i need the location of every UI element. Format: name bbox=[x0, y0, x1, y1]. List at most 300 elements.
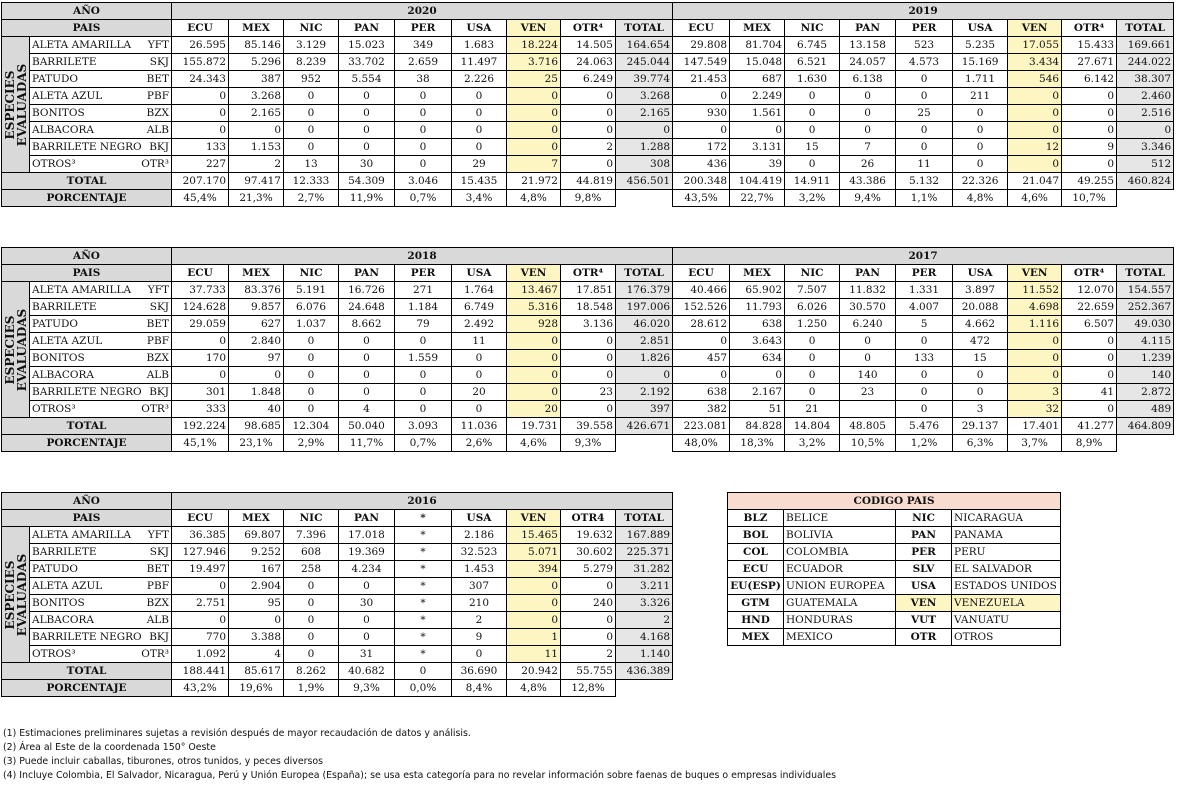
species-name: ALETA AMARILLA bbox=[32, 284, 132, 296]
data-cell: 0 bbox=[1062, 367, 1117, 384]
data-cell: 11.832 bbox=[840, 282, 896, 299]
species-code: BET bbox=[146, 73, 169, 85]
species-code: OTR³ bbox=[141, 648, 169, 660]
data-cell: 17.055 bbox=[1008, 37, 1062, 54]
legend-code: BOL bbox=[728, 527, 784, 544]
pct-cell: 0,7% bbox=[395, 435, 452, 452]
data-cell: 1.153 bbox=[229, 139, 284, 156]
pct-cell: 8,9% bbox=[1062, 435, 1117, 452]
species-code: BZX bbox=[146, 597, 169, 609]
data-cell: 3 bbox=[953, 401, 1008, 418]
data-cell: 29.059 bbox=[172, 316, 229, 333]
species-code: SKJ bbox=[149, 546, 169, 558]
data-cell: 83.376 bbox=[229, 282, 284, 299]
data-cell: 38.307 bbox=[1117, 71, 1174, 88]
data-cell: 30 bbox=[339, 595, 395, 612]
pais-label: PAIS bbox=[2, 510, 172, 527]
total-cell: 49.255 bbox=[1062, 173, 1117, 190]
data-cell: 0 bbox=[284, 122, 339, 139]
pct-cell: 4,6% bbox=[507, 435, 561, 452]
species-name: BARRILETE NEGRO bbox=[32, 631, 142, 643]
data-cell: 5.071 bbox=[507, 544, 561, 561]
legend-title: CODIGO PAIS bbox=[728, 493, 1061, 510]
data-cell: * bbox=[395, 578, 452, 595]
data-cell: 0 bbox=[507, 122, 561, 139]
data-cell: 12 bbox=[1008, 139, 1062, 156]
data-cell: 0 bbox=[896, 139, 953, 156]
data-cell: 0 bbox=[1008, 88, 1062, 105]
data-cell: 24.343 bbox=[172, 71, 229, 88]
data-cell: 0 bbox=[840, 88, 896, 105]
species-code: SKJ bbox=[149, 56, 169, 68]
data-cell: 5.191 bbox=[284, 282, 339, 299]
data-cell: 0 bbox=[284, 629, 339, 646]
legend-country: PANAMA bbox=[952, 527, 1061, 544]
data-cell: 0 bbox=[339, 367, 395, 384]
data-cell: 0 bbox=[339, 105, 395, 122]
col-header-y2019: USA bbox=[953, 20, 1008, 37]
data-cell: 4.007 bbox=[896, 299, 953, 316]
data-cell: 21 bbox=[785, 401, 840, 418]
data-cell: 1.239 bbox=[1117, 350, 1174, 367]
porcentaje-label: PORCENTAJE bbox=[2, 435, 172, 452]
col-header-y2016: MEX bbox=[229, 510, 284, 527]
total-label: TOTAL bbox=[2, 173, 172, 190]
data-cell: 6.745 bbox=[785, 37, 840, 54]
species-code: BKJ bbox=[149, 141, 169, 153]
data-cell: 245.044 bbox=[616, 54, 673, 71]
species-name: BARRILETE bbox=[32, 56, 97, 68]
data-cell: 2 bbox=[452, 612, 507, 629]
data-cell: 18.548 bbox=[561, 299, 616, 316]
total-cell: 104.419 bbox=[730, 173, 785, 190]
legend-country: VENEZUELA bbox=[952, 595, 1061, 612]
anio-label: AÑO bbox=[2, 248, 172, 265]
data-cell: 7 bbox=[840, 139, 896, 156]
total-cell: 29.137 bbox=[953, 418, 1008, 435]
species-code: BKJ bbox=[149, 386, 169, 398]
country-code-legend bbox=[727, 492, 1061, 646]
pct-cell: 11,9% bbox=[339, 190, 395, 207]
data-cell: 2.840 bbox=[229, 333, 284, 350]
data-cell: 1.561 bbox=[730, 105, 785, 122]
data-cell: 2.751 bbox=[172, 595, 229, 612]
data-cell: 20 bbox=[452, 384, 507, 401]
total-cell: 19.731 bbox=[507, 418, 561, 435]
data-cell: 49.030 bbox=[1117, 316, 1174, 333]
especies-text: ESPECIES bbox=[2, 70, 17, 139]
especies-evaluadas-label bbox=[2, 282, 30, 418]
data-cell: 23 bbox=[840, 384, 896, 401]
data-cell: 24.063 bbox=[561, 54, 616, 71]
data-cell: * bbox=[395, 544, 452, 561]
data-cell: 170 bbox=[172, 350, 229, 367]
data-cell: 3.211 bbox=[616, 578, 673, 595]
data-cell: 3.268 bbox=[616, 88, 673, 105]
data-cell: 397 bbox=[616, 401, 673, 418]
data-cell: 51 bbox=[730, 401, 785, 418]
legend-country: COLOMBIA bbox=[784, 544, 896, 561]
data-cell: 0 bbox=[561, 333, 616, 350]
pct-cell: 9,3% bbox=[561, 435, 616, 452]
data-cell: 6.521 bbox=[785, 54, 840, 71]
year-y2016: 2016 bbox=[172, 493, 673, 510]
data-cell: 0 bbox=[507, 384, 561, 401]
data-cell: 0 bbox=[1062, 156, 1117, 173]
species-code: ALB bbox=[146, 124, 169, 136]
data-cell: 0 bbox=[953, 105, 1008, 122]
col-header-y2018: NIC bbox=[284, 265, 339, 282]
col-header-y2016: PAN bbox=[339, 510, 395, 527]
species-label bbox=[30, 595, 172, 612]
data-cell: 0 bbox=[395, 88, 452, 105]
data-cell: 21.453 bbox=[673, 71, 730, 88]
pct-cell: 48,0% bbox=[673, 435, 730, 452]
data-cell: 9.857 bbox=[229, 299, 284, 316]
legend-code: MEX bbox=[728, 629, 784, 646]
species-name: ALBACORA bbox=[32, 124, 94, 136]
data-cell: 3.434 bbox=[1008, 54, 1062, 71]
species-code: BKJ bbox=[149, 631, 169, 643]
pct-cell: 3,2% bbox=[785, 190, 840, 207]
data-cell: 0 bbox=[284, 367, 339, 384]
legend-code: USA bbox=[896, 578, 952, 595]
data-cell: 0 bbox=[1008, 156, 1062, 173]
pct-cell: 9,8% bbox=[561, 190, 616, 207]
pct-cell: 9,4% bbox=[840, 190, 896, 207]
pct-cell: 9,3% bbox=[339, 680, 395, 697]
col-header-y2018: VEN bbox=[507, 265, 561, 282]
data-cell: 81.704 bbox=[730, 37, 785, 54]
data-cell: 38 bbox=[395, 71, 452, 88]
pais-label: PAIS bbox=[2, 265, 172, 282]
species-label bbox=[30, 578, 172, 595]
pct-cell: 0,0% bbox=[395, 680, 452, 697]
data-cell: 0 bbox=[785, 88, 840, 105]
species-name: ALBACORA bbox=[32, 614, 94, 626]
total-cell: 43.386 bbox=[840, 173, 896, 190]
data-cell: 512 bbox=[1117, 156, 1174, 173]
total-cell: 200.348 bbox=[673, 173, 730, 190]
col-header-y2019: OTR⁴ bbox=[1062, 20, 1117, 37]
pct-cell: 10,7% bbox=[1062, 190, 1117, 207]
species-code: PBF bbox=[146, 580, 169, 592]
data-cell: 0 bbox=[673, 333, 730, 350]
pct-cell: 45,4% bbox=[172, 190, 229, 207]
pct-cell: 22,7% bbox=[730, 190, 785, 207]
data-cell: 0 bbox=[785, 122, 840, 139]
data-cell: 0 bbox=[1008, 333, 1062, 350]
species-label bbox=[30, 612, 172, 629]
data-cell: 1.711 bbox=[953, 71, 1008, 88]
pct-cell: 8,4% bbox=[452, 680, 507, 697]
data-cell bbox=[840, 401, 896, 418]
data-cell: 6.507 bbox=[1062, 316, 1117, 333]
data-cell: 0 bbox=[616, 122, 673, 139]
species-label bbox=[30, 561, 172, 578]
col-header-y2016: OTR4 bbox=[561, 510, 616, 527]
data-cell: * bbox=[395, 612, 452, 629]
data-cell: 0 bbox=[785, 384, 840, 401]
data-cell: 4.115 bbox=[1117, 333, 1174, 350]
species-code: ALB bbox=[146, 614, 169, 626]
col-header-y2019: PER bbox=[896, 20, 953, 37]
data-cell: 0 bbox=[1062, 88, 1117, 105]
data-cell: 301 bbox=[172, 384, 229, 401]
species-code: SKJ bbox=[149, 301, 169, 313]
pct-cell: 3,4% bbox=[452, 190, 507, 207]
data-cell: 2 bbox=[616, 612, 673, 629]
total-label: TOTAL bbox=[2, 418, 172, 435]
pais-label: PAIS bbox=[2, 20, 172, 37]
species-name: ALBACORA bbox=[32, 369, 94, 381]
col-header-y2019: PAN bbox=[840, 20, 896, 37]
data-cell: 387 bbox=[229, 71, 284, 88]
pct-cell: 0,7% bbox=[395, 190, 452, 207]
pct-cell: 4,8% bbox=[507, 680, 561, 697]
data-cell: 0 bbox=[507, 139, 561, 156]
data-cell: 11.793 bbox=[730, 299, 785, 316]
data-cell: 28.612 bbox=[673, 316, 730, 333]
data-cell: 1.848 bbox=[229, 384, 284, 401]
data-cell: 6.749 bbox=[452, 299, 507, 316]
data-cell: 0 bbox=[339, 629, 395, 646]
data-cell: 0 bbox=[561, 122, 616, 139]
col-header-y2017: PER bbox=[896, 265, 953, 282]
species-name: ALETA AZUL bbox=[32, 580, 103, 592]
data-cell: 2.165 bbox=[616, 105, 673, 122]
data-cell: 1.140 bbox=[616, 646, 673, 663]
col-header-y2016: * bbox=[395, 510, 452, 527]
data-cell: 31 bbox=[339, 646, 395, 663]
data-cell: 0 bbox=[339, 350, 395, 367]
data-cell: 436 bbox=[673, 156, 730, 173]
species-name: PATUDO bbox=[32, 318, 78, 330]
total-cell: 426.671 bbox=[616, 418, 673, 435]
pct-cell: 4,6% bbox=[1008, 190, 1062, 207]
col-header-y2020: NIC bbox=[284, 20, 339, 37]
pct-cell: 6,3% bbox=[953, 435, 1008, 452]
data-cell: 167 bbox=[229, 561, 284, 578]
data-cell: 25 bbox=[507, 71, 561, 88]
data-cell: 2.516 bbox=[1117, 105, 1174, 122]
data-cell: 7.507 bbox=[785, 282, 840, 299]
data-cell: 0 bbox=[840, 105, 896, 122]
anio-label: AÑO bbox=[2, 493, 172, 510]
data-cell: 14.505 bbox=[561, 37, 616, 54]
pct-cell: 43,5% bbox=[673, 190, 730, 207]
data-cell: 0 bbox=[953, 156, 1008, 173]
col-header-y2020: VEN bbox=[507, 20, 561, 37]
data-cell: 32.523 bbox=[452, 544, 507, 561]
data-cell: 3.326 bbox=[616, 595, 673, 612]
species-label bbox=[30, 71, 172, 88]
data-cell: 31.282 bbox=[616, 561, 673, 578]
data-cell: 0 bbox=[339, 333, 395, 350]
data-cell: 17.018 bbox=[339, 527, 395, 544]
data-cell: 15.465 bbox=[507, 527, 561, 544]
data-cell: 0 bbox=[1008, 105, 1062, 122]
data-cell: 30.570 bbox=[840, 299, 896, 316]
data-cell: 1.453 bbox=[452, 561, 507, 578]
data-cell: 1.116 bbox=[1008, 316, 1062, 333]
species-label bbox=[30, 333, 172, 350]
species-name: PATUDO bbox=[32, 563, 78, 575]
data-cell: 1.559 bbox=[395, 350, 452, 367]
data-cell: 0 bbox=[616, 367, 673, 384]
data-cell: 0 bbox=[452, 105, 507, 122]
pct-cell bbox=[616, 680, 673, 697]
data-cell: 0 bbox=[1062, 122, 1117, 139]
legend-code: OTR bbox=[896, 629, 952, 646]
data-cell: 638 bbox=[730, 316, 785, 333]
data-cell: 0 bbox=[1062, 333, 1117, 350]
species-label bbox=[30, 544, 172, 561]
pct-cell: 1,9% bbox=[284, 680, 339, 697]
data-cell: 333 bbox=[172, 401, 229, 418]
species-code: ALB bbox=[146, 369, 169, 381]
data-cell: 152.526 bbox=[673, 299, 730, 316]
data-cell: 0 bbox=[172, 612, 229, 629]
data-cell: 2.192 bbox=[616, 384, 673, 401]
data-cell: 7.396 bbox=[284, 527, 339, 544]
data-cell: 0 bbox=[395, 401, 452, 418]
data-cell: 0 bbox=[452, 350, 507, 367]
pct-cell: 2,9% bbox=[284, 435, 339, 452]
total-cell: 5.476 bbox=[896, 418, 953, 435]
data-cell: 4.698 bbox=[1008, 299, 1062, 316]
legend-country: UNION EUROPEA bbox=[784, 578, 896, 595]
data-cell: 2.492 bbox=[452, 316, 507, 333]
data-cell: 930 bbox=[673, 105, 730, 122]
data-cell: 4.662 bbox=[953, 316, 1008, 333]
data-cell: 2.872 bbox=[1117, 384, 1174, 401]
legend-country: BELICE bbox=[784, 510, 896, 527]
total-cell: 11.036 bbox=[452, 418, 507, 435]
data-cell: 0 bbox=[172, 367, 229, 384]
data-cell: 0 bbox=[507, 612, 561, 629]
legend-country: BOLIVIA bbox=[784, 527, 896, 544]
col-header-y2019: MEX bbox=[730, 20, 785, 37]
data-cell: 4 bbox=[339, 401, 395, 418]
data-cell: 3.716 bbox=[507, 54, 561, 71]
data-cell: 33.702 bbox=[339, 54, 395, 71]
data-cell: 8.662 bbox=[339, 316, 395, 333]
species-label bbox=[30, 105, 172, 122]
data-cell: 0 bbox=[339, 122, 395, 139]
legend-country: PERU bbox=[952, 544, 1061, 561]
footnote-3: (3) Puede incluir caballas, tiburones, otros tunidos, y peces diversos bbox=[3, 756, 323, 767]
data-cell: 85.146 bbox=[229, 37, 284, 54]
data-cell: 0 bbox=[730, 367, 785, 384]
species-label bbox=[30, 88, 172, 105]
data-cell: 133 bbox=[896, 350, 953, 367]
col-header-y2019: ECU bbox=[673, 20, 730, 37]
pct-cell bbox=[1117, 435, 1174, 452]
data-cell: 16.726 bbox=[339, 282, 395, 299]
pct-cell: 19,6% bbox=[229, 680, 284, 697]
data-cell: 0 bbox=[452, 646, 507, 663]
data-cell: 22.659 bbox=[1062, 299, 1117, 316]
data-cell: 0 bbox=[452, 367, 507, 384]
col-header-y2019: VEN bbox=[1008, 20, 1062, 37]
legend-country: HONDURAS bbox=[784, 612, 896, 629]
species-name: BARRILETE NEGRO bbox=[32, 141, 142, 153]
data-cell: 638 bbox=[673, 384, 730, 401]
species-label bbox=[30, 54, 172, 71]
data-cell: 36.385 bbox=[172, 527, 229, 544]
data-cell: 523 bbox=[896, 37, 953, 54]
data-cell: 197.006 bbox=[616, 299, 673, 316]
data-cell: 12.070 bbox=[1062, 282, 1117, 299]
table-2020-2019 bbox=[1, 2, 1174, 207]
data-cell: 687 bbox=[730, 71, 785, 88]
footnote-2: (2) Área al Este de la coordenada 150° Oeste bbox=[3, 742, 216, 753]
data-cell: * bbox=[395, 527, 452, 544]
data-cell: 0 bbox=[507, 88, 561, 105]
species-code: OTR³ bbox=[141, 158, 169, 170]
data-cell: 0 bbox=[785, 156, 840, 173]
evaluadas-text: EVALUADAS bbox=[14, 553, 29, 636]
data-cell: 0 bbox=[561, 612, 616, 629]
species-label bbox=[30, 401, 172, 418]
data-cell: 0 bbox=[339, 578, 395, 595]
data-cell: 5.296 bbox=[229, 54, 284, 71]
data-cell: 6.076 bbox=[284, 299, 339, 316]
data-cell: 19.632 bbox=[561, 527, 616, 544]
data-cell: 17.851 bbox=[561, 282, 616, 299]
species-label bbox=[30, 527, 172, 544]
legend-code: COL bbox=[728, 544, 784, 561]
total-cell: 20.942 bbox=[507, 663, 561, 680]
col-header-y2018: USA bbox=[452, 265, 507, 282]
legend-code: HND bbox=[728, 612, 784, 629]
data-cell: 252.367 bbox=[1117, 299, 1174, 316]
data-cell: 15.433 bbox=[1062, 37, 1117, 54]
species-label bbox=[30, 367, 172, 384]
data-cell: 0 bbox=[339, 88, 395, 105]
data-cell: 0 bbox=[561, 350, 616, 367]
data-cell: 3.643 bbox=[730, 333, 785, 350]
data-cell: 154.557 bbox=[1117, 282, 1174, 299]
species-label bbox=[30, 156, 172, 173]
data-cell: 5.316 bbox=[507, 299, 561, 316]
data-cell: 1.184 bbox=[395, 299, 452, 316]
data-cell: 0 bbox=[284, 333, 339, 350]
data-cell: 211 bbox=[953, 88, 1008, 105]
data-cell: 271 bbox=[395, 282, 452, 299]
species-code: PBF bbox=[146, 90, 169, 102]
data-cell: 6.142 bbox=[1062, 71, 1117, 88]
legend-country: OTROS bbox=[952, 629, 1061, 646]
data-cell: 2.249 bbox=[730, 88, 785, 105]
species-label bbox=[30, 629, 172, 646]
year-y2019: 2019 bbox=[673, 3, 1174, 20]
species-code: YFT bbox=[147, 39, 169, 51]
col-header-y2017: VEN bbox=[1008, 265, 1062, 282]
data-cell: 13.158 bbox=[840, 37, 896, 54]
total-cell: 12.333 bbox=[284, 173, 339, 190]
evaluadas-text: EVALUADAS bbox=[14, 308, 29, 391]
pct-cell: 21,3% bbox=[229, 190, 284, 207]
data-cell: 79 bbox=[395, 316, 452, 333]
col-header-y2018: PER bbox=[395, 265, 452, 282]
data-cell: 140 bbox=[1117, 367, 1174, 384]
table-2016 bbox=[1, 492, 673, 697]
data-cell: 0 bbox=[673, 122, 730, 139]
especies-evaluadas-label bbox=[2, 527, 30, 663]
especies-text: ESPECIES bbox=[2, 315, 17, 384]
